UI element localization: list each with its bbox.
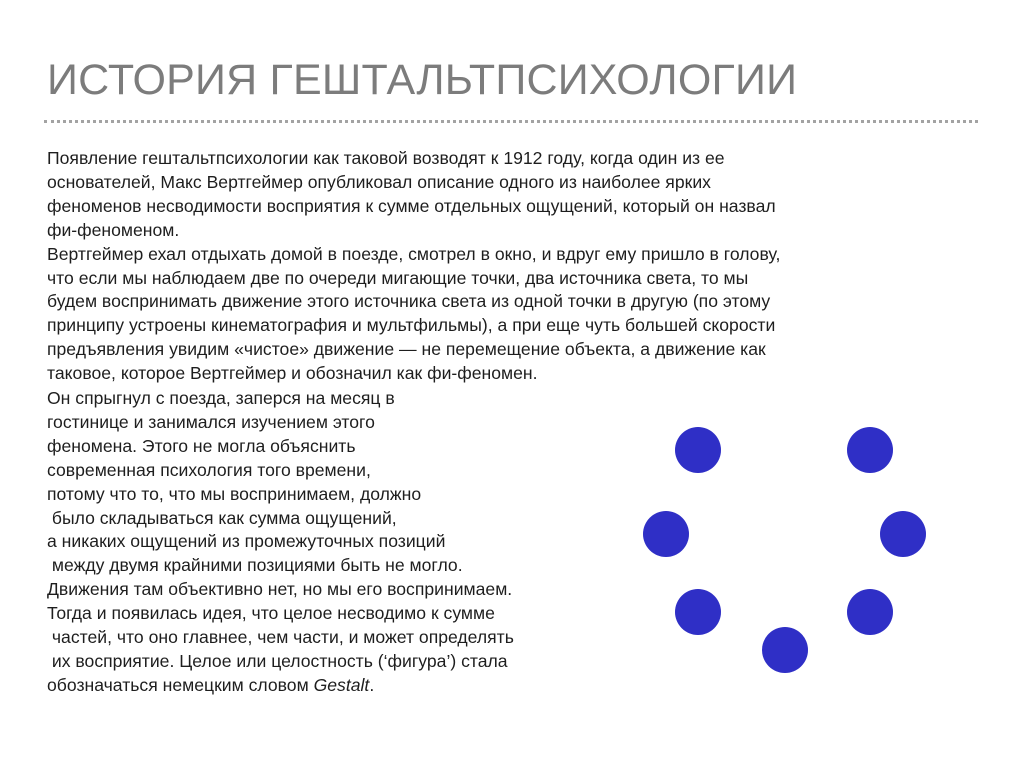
text-line: было складываться как сумма ощущений, <box>47 507 397 528</box>
text-line: фи-феноменом. <box>47 219 180 240</box>
dot-middle-right <box>880 511 926 557</box>
dot-middle-left <box>643 511 689 557</box>
text-line: современная психология того времени, <box>47 459 371 480</box>
text-line-gestalt <box>47 674 607 698</box>
text-line: частей, что оно главнее, чем части, и может определять <box>47 627 514 648</box>
text-line: феноменов несводимости восприятия к сумме отдельных ощущений, который он назвал <box>47 195 776 216</box>
text-line: Он спрыгнул с поезда, заперся на месяц в <box>47 388 395 408</box>
text-line: Вертгеймер ехал отдыхать домой в поезде, смотрел в окно, и вдруг ему пришло в голову, <box>47 243 781 264</box>
slide-title: ИСТОРИЯ ГЕШТАЛЬТПСИХОЛОГИИ <box>47 56 798 104</box>
dot-top-left <box>675 427 721 473</box>
text-line: что если мы наблюдаем две по очереди мигающие точки, два источника света, то мы <box>47 267 749 288</box>
title-divider <box>44 120 978 123</box>
dot-top-right <box>847 427 893 473</box>
text-line: между двумя крайними позициями быть не могло. <box>47 555 463 576</box>
text-line: их восприятие. Целое или целостность (‘фигура’) стала <box>47 650 508 671</box>
text-line: феномена. Этого не могла объяснить <box>47 435 356 456</box>
text-line: предъявления увидим «чистое» движение — не перемещение объекта, а движение как <box>47 339 766 360</box>
text-line: Движения там объективно нет, но мы его воспринимаем. <box>47 579 513 600</box>
text-line: Появление гештальтпсихологии как таковой возводят к 1912 году, когда один из ее <box>47 148 725 168</box>
text-line: потому что то, что мы воспринимаем, должно <box>47 483 422 504</box>
phi-phenomenon-dots-figure <box>630 410 950 690</box>
gestalt-suffix: . <box>369 674 375 695</box>
text-line: Тогда и появилась идея, что целое несводимо к сумме <box>47 603 495 624</box>
gestalt-prefix: обозначаться немецким словом <box>47 674 314 695</box>
gestalt-word: Gestalt <box>313 674 370 695</box>
dot-lower-left <box>675 589 721 635</box>
text-line: а никаких ощущений из промежуточных позиций <box>47 531 446 552</box>
text-line: основателей, Макс Вертгеймер опубликовал описание одного из наиболее ярких <box>47 171 711 192</box>
text-line: гостинице и занимался изучением этого <box>47 411 375 432</box>
text-line: таковое, которое Вертгеймер и обозначил как фи-феномен. <box>47 363 538 384</box>
story-paragraph <box>47 387 607 698</box>
dot-bottom <box>762 627 808 673</box>
text-line: будем воспринимать движение этого источника света из одной точки в другую (по этому <box>47 291 771 312</box>
intro-paragraph <box>47 147 947 386</box>
text-line: принципу устроены кинематография и мультфильмы), а при еще чуть большей скорости <box>47 315 776 336</box>
dot-lower-right <box>847 589 893 635</box>
